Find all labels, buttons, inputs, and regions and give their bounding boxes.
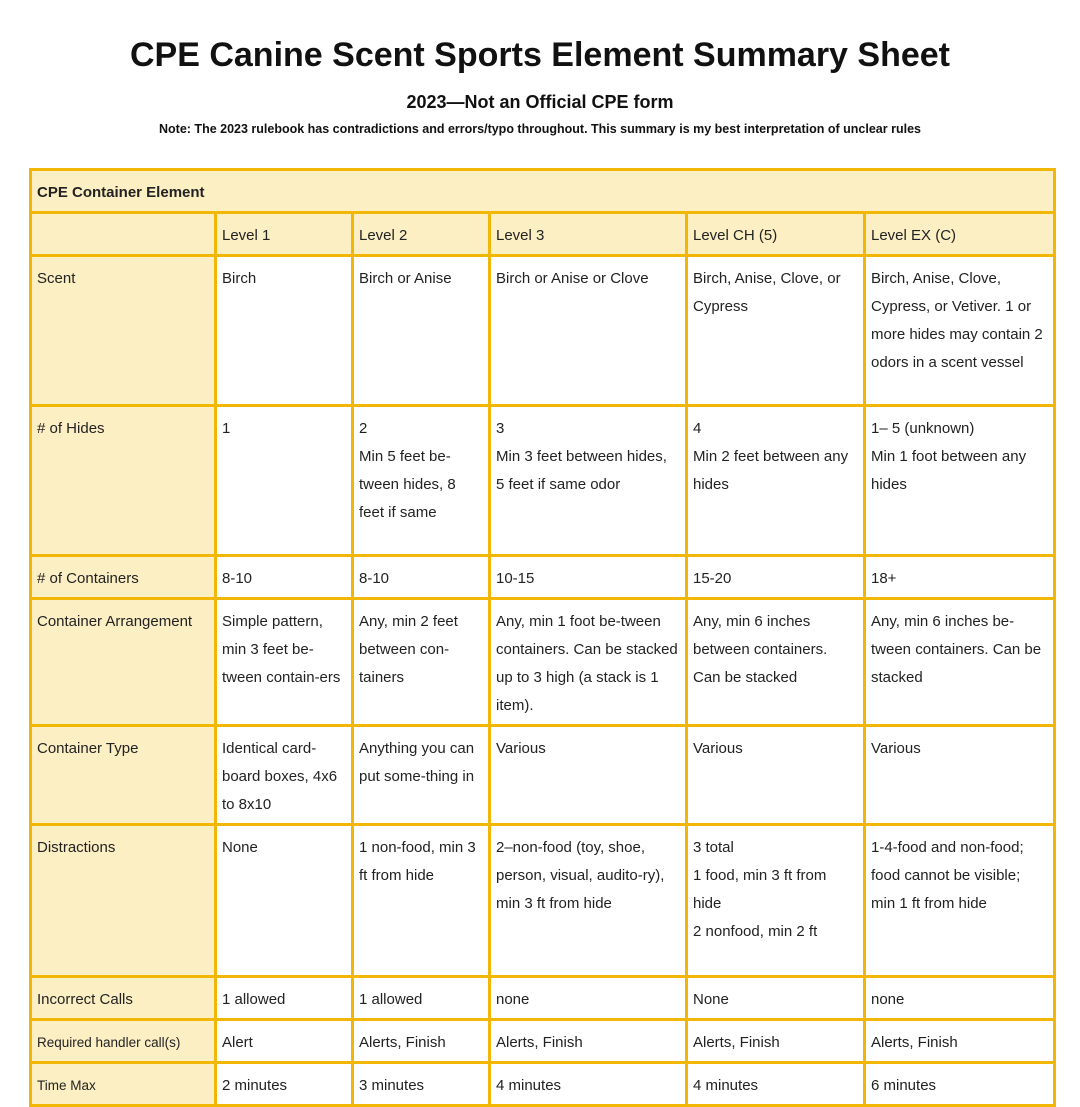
table-cell: [687, 1020, 865, 1063]
cell-text: Min 2 feet between any hides: [693, 448, 849, 493]
table-cell: [490, 825, 687, 977]
row-label: Distractions: [31, 825, 216, 977]
cell-text: Various: [871, 740, 921, 757]
cell-text: 4 minutes: [496, 1077, 562, 1094]
cell-text: 15-20: [693, 570, 732, 587]
cell-text: 1-4-food and non-food; food cannot be visible; min 1 ft from hide: [871, 839, 1024, 912]
level-header: Level EX (C): [865, 213, 1055, 256]
level-header: Level 2: [353, 213, 490, 256]
cell-text: Min 1 foot between any hides: [871, 448, 1027, 493]
table-cell: [353, 1063, 490, 1106]
row-label: Incorrect Calls: [31, 977, 216, 1020]
table-cell: [687, 726, 865, 825]
row-label: Time Max: [31, 1063, 216, 1106]
cell-text: Birch: [222, 270, 257, 287]
cell-text: Simple pattern, min 3 feet be-tween contain-ers: [222, 613, 341, 686]
cell-text: Various: [693, 740, 743, 757]
table-row: [31, 726, 1055, 825]
table-cell: [687, 977, 865, 1020]
table-row: [31, 406, 1055, 556]
cell-text: 3 total: [693, 839, 734, 856]
cell-text: 1 allowed: [359, 991, 423, 1008]
table-cell: [490, 977, 687, 1020]
cell-text: Identical card-board boxes, 4x6 to 8x10: [222, 740, 338, 813]
cell-text: 1 food, min 3 ft from hide: [693, 867, 827, 912]
row-label: Required handler call(s): [31, 1020, 216, 1063]
table-cell: [216, 406, 353, 556]
cell-text: 1: [222, 420, 231, 437]
table-cell: [353, 406, 490, 556]
cell-text: Any, min 1 foot be-tween containers. Can be stacked up to 3 high (a stack is 1 item).: [496, 613, 678, 714]
cell-text: Various: [496, 740, 546, 757]
cell-text: Alerts, Finish: [693, 1034, 780, 1051]
cell-text: 6 minutes: [871, 1077, 937, 1094]
table-cell: [687, 256, 865, 406]
cell-text: Any, min 2 feet between con-tainers: [359, 613, 458, 686]
table-cell: [490, 406, 687, 556]
table-cell: [687, 825, 865, 977]
table-row: [31, 977, 1055, 1020]
cell-text: Min 3 feet between hides,: [496, 448, 667, 465]
cell-text: None: [222, 839, 258, 856]
table-cell: [353, 599, 490, 726]
cell-text: 8-10: [359, 570, 390, 587]
table-cell: [865, 599, 1055, 726]
cell-text: 1– 5 (unknown): [871, 420, 975, 437]
cell-text: 10-15: [496, 570, 535, 587]
table-cell: [490, 1063, 687, 1106]
row-label: Scent: [31, 256, 216, 406]
table-cell: [353, 825, 490, 977]
table-cell: [353, 556, 490, 599]
table-row: [31, 556, 1055, 599]
cell-text: 4: [693, 420, 702, 437]
row-label: Container Arrangement: [31, 599, 216, 726]
table-cell: [865, 406, 1055, 556]
table-row: [31, 599, 1055, 726]
level-header: Level 1: [216, 213, 353, 256]
table-cell: [490, 556, 687, 599]
table-cell: [865, 977, 1055, 1020]
cell-text: Birch, Anise, Clove, or Cypress: [693, 270, 841, 315]
cell-text: Alerts, Finish: [871, 1034, 958, 1051]
level-header: Level CH (5): [687, 213, 865, 256]
cell-text: Birch, Anise, Clove, Cypress, or Vetiver. 1 or more hides may contain 2 odors in a scent vessel: [871, 270, 1043, 371]
cell-text: 18+: [871, 570, 897, 587]
cell-text: 2: [359, 420, 368, 437]
cell-text: Birch or Anise or Clove: [496, 270, 649, 287]
table-cell: [353, 1020, 490, 1063]
level-header-row: [31, 213, 1055, 256]
table-cell: [490, 256, 687, 406]
cell-text: Any, min 6 inches between containers. Can be stacked: [693, 613, 828, 686]
cell-text: 3 minutes: [359, 1077, 425, 1094]
table-cell: [687, 406, 865, 556]
corner-cell: [31, 213, 216, 256]
cell-text: 4 minutes: [693, 1077, 759, 1094]
cell-text: Min 5 feet be-tween hides, 8 feet if same: [359, 448, 456, 521]
table-cell: [353, 977, 490, 1020]
table-cell: [216, 977, 353, 1020]
table-cell: [865, 256, 1055, 406]
row-label: Container Type: [31, 726, 216, 825]
table-cell: [216, 599, 353, 726]
cell-text: Alerts, Finish: [359, 1034, 446, 1051]
table-cell: [687, 1063, 865, 1106]
table-cell: [490, 726, 687, 825]
table-cell: [216, 556, 353, 599]
table-cell: [687, 556, 865, 599]
cell-text: Any, min 6 inches be-tween containers. Can be stacked: [871, 613, 1042, 686]
table-cell: [687, 599, 865, 726]
cell-text: 8-10: [222, 570, 253, 587]
table-cell: [353, 256, 490, 406]
table-cell: [353, 726, 490, 825]
page-subtitle: 2023—Not an Official CPE form: [406, 92, 674, 112]
table-cell: [865, 1020, 1055, 1063]
table-cell: [216, 726, 353, 825]
table-cell: [216, 1020, 353, 1063]
table-cell: [865, 726, 1055, 825]
cell-text: None: [693, 991, 729, 1008]
disclaimer-note: Note: The 2023 rulebook has contradictions and errors/typo throughout. This summary is my best interpretation of unclear rules: [159, 122, 921, 136]
table-row: [31, 256, 1055, 406]
cell-text: 2–non-food (toy, shoe, person, visual, audito-ry), min 3 ft from hide: [496, 839, 665, 912]
cell-text: 2 nonfood, min 2 ft: [693, 923, 818, 940]
table-cell: [216, 825, 353, 977]
table-cell: [865, 1063, 1055, 1106]
cell-text: Birch or Anise: [359, 270, 452, 287]
cell-text: Anything you can put some-thing in: [359, 740, 475, 785]
cell-text: 1 non-food, min 3 ft from hide: [359, 839, 476, 884]
level-header: Level 3: [490, 213, 687, 256]
cell-text: Alert: [222, 1034, 253, 1051]
table-cell: [865, 556, 1055, 599]
table-row: [31, 825, 1055, 977]
page-title: CPE Canine Scent Sports Element Summary Sheet: [129, 36, 951, 74]
cell-text: none: [871, 991, 905, 1008]
table-cell: [865, 825, 1055, 977]
table-row: [31, 1020, 1055, 1063]
cell-text: 3: [496, 420, 505, 437]
table-row: [31, 1063, 1055, 1106]
row-label: # of Containers: [31, 556, 216, 599]
table-cell: [216, 1063, 353, 1106]
row-label: # of Hides: [31, 406, 216, 556]
table-cell: [490, 1020, 687, 1063]
cell-text: 2 minutes: [222, 1077, 288, 1094]
cell-text: Alerts, Finish: [496, 1034, 583, 1051]
table-cell: [216, 256, 353, 406]
table-cell: [490, 599, 687, 726]
cell-text: 1 allowed: [222, 991, 286, 1008]
container-element-table: [29, 168, 1056, 1107]
section-title: CPE Container Element: [31, 170, 1055, 213]
cell-text: none: [496, 991, 530, 1008]
cell-text: 5 feet if same odor: [496, 476, 621, 493]
